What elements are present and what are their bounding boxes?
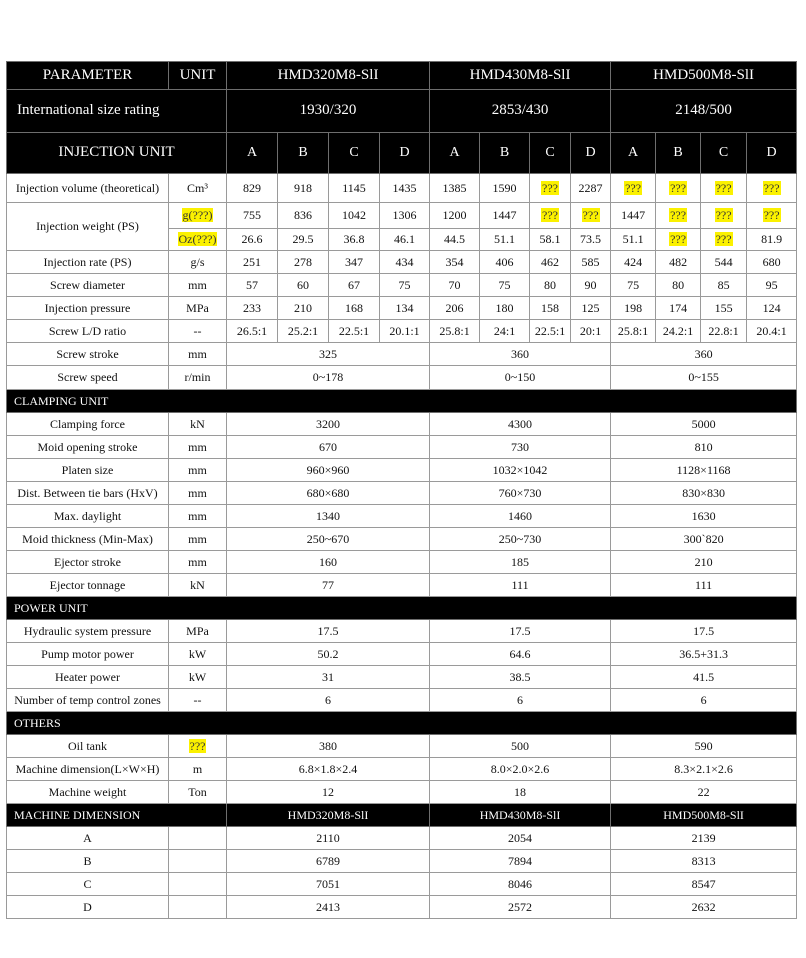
dimension-letter: B	[7, 850, 169, 873]
value-cell: 1590	[480, 174, 530, 203]
unit-cell: mm	[169, 274, 227, 297]
column-letter: D	[380, 133, 430, 174]
unit-cell: Cm³	[169, 174, 227, 203]
value-cell: 75	[380, 274, 430, 297]
value-cell: 233	[227, 297, 278, 320]
value-cell: 6	[227, 689, 430, 712]
value-cell: 1200	[430, 203, 480, 229]
value-cell: 75	[480, 274, 530, 297]
value-cell	[701, 174, 747, 203]
power-unit-row	[7, 620, 797, 643]
empty-unit-cell	[169, 850, 227, 873]
value-cell: 1435	[380, 174, 430, 203]
machine-dimension-model: HMD500M8-SlI	[611, 804, 797, 827]
empty-unit-cell	[169, 873, 227, 896]
value-cell: 5000	[611, 413, 797, 436]
empty-unit-cell	[169, 827, 227, 850]
value-cell: 38.5	[430, 666, 611, 689]
parameter-name: Platen size	[7, 459, 169, 482]
value-cell: 51.1	[611, 229, 656, 251]
column-letter: A	[611, 133, 656, 174]
unit-cell: mm	[169, 343, 227, 366]
value-cell: 1306	[380, 203, 430, 229]
injection-row	[7, 366, 797, 390]
value-cell: 50.2	[227, 643, 430, 666]
machine-dimension-row	[7, 850, 797, 873]
unit-cell	[169, 735, 227, 758]
clamping-unit-row	[7, 528, 797, 551]
parameter-name: Pump motor power	[7, 643, 169, 666]
value-cell: 680×680	[227, 482, 430, 505]
value-cell: 198	[611, 297, 656, 320]
injection-row	[7, 343, 797, 366]
value-cell: 57	[227, 274, 278, 297]
unit-cell: kN	[169, 574, 227, 597]
value-cell: 60	[278, 274, 329, 297]
power-unit-header	[7, 597, 797, 620]
value-cell: 67	[329, 274, 380, 297]
parameter-name: Dist. Between tie bars (HxV)	[7, 482, 169, 505]
value-cell: 64.6	[430, 643, 611, 666]
parameter-name: Moid thickness (Min-Max)	[7, 528, 169, 551]
value-cell: 95	[747, 274, 797, 297]
machine-dimension-row	[7, 827, 797, 850]
clamping-unit-row	[7, 574, 797, 597]
value-cell: 278	[278, 251, 329, 274]
parameter-name: Machine dimension(L×W×H)	[7, 758, 169, 781]
highlighted-value: ???	[715, 232, 732, 247]
unit-cell	[169, 229, 227, 251]
value-cell: 960×960	[227, 459, 430, 482]
value-cell: 22.5:1	[329, 320, 380, 343]
unit-cell: kN	[169, 413, 227, 436]
column-letter: A	[227, 133, 278, 174]
value-cell: 1032×1042	[430, 459, 611, 482]
clamping-unit-row	[7, 482, 797, 505]
value-cell: 380	[227, 735, 430, 758]
machine-dimension-row	[7, 896, 797, 919]
value-cell: 6789	[227, 850, 430, 873]
value-cell: 251	[227, 251, 278, 274]
highlighted-value: ???	[542, 180, 559, 195]
value-cell: 760×730	[430, 482, 611, 505]
others-label: OTHERS	[7, 712, 797, 735]
value-cell: 158	[530, 297, 571, 320]
value-cell: 58.1	[530, 229, 571, 251]
highlighted-value: ???	[670, 208, 687, 223]
clamping-unit-row	[7, 459, 797, 482]
value-cell: 500	[430, 735, 611, 758]
value-cell: 6.8×1.8×2.4	[227, 758, 430, 781]
value-cell: 124	[747, 297, 797, 320]
value-cell	[701, 203, 747, 229]
highlighted-value: ???	[763, 208, 780, 223]
unit-cell: mm	[169, 505, 227, 528]
value-cell: 24:1	[480, 320, 530, 343]
value-cell: 2632	[611, 896, 797, 919]
column-letter: B	[480, 133, 530, 174]
value-cell: 20.1:1	[380, 320, 430, 343]
clamping-unit-row	[7, 436, 797, 459]
parameter-name: Oil tank	[7, 735, 169, 758]
injection-row	[7, 320, 797, 343]
others-row	[7, 758, 797, 781]
empty-unit-cell	[169, 896, 227, 919]
value-cell: 36.8	[329, 229, 380, 251]
parameter-name: Number of temp control zones	[7, 689, 169, 712]
parameter-name: Ejector stroke	[7, 551, 169, 574]
spec-sections-body	[7, 390, 797, 919]
value-cell: 17.5	[430, 620, 611, 643]
parameter-name: Injection rate (PS)	[7, 251, 169, 274]
column-letter: D	[747, 133, 797, 174]
value-cell: 836	[278, 203, 329, 229]
highlighted-value: ???	[715, 180, 732, 195]
parameter-name: Hydraulic system pressure	[7, 620, 169, 643]
parameter-name: Max. daylight	[7, 505, 169, 528]
parameter-name: Injection pressure	[7, 297, 169, 320]
power-unit-row	[7, 689, 797, 712]
value-cell: 80	[530, 274, 571, 297]
value-cell: 0~178	[227, 366, 430, 390]
clamping-unit-header	[7, 390, 797, 413]
parameter-name: Screw L/D ratio	[7, 320, 169, 343]
unit-cell: m	[169, 758, 227, 781]
value-cell: 730	[430, 436, 611, 459]
clamping-unit-row	[7, 505, 797, 528]
value-cell: 80	[656, 274, 701, 297]
injection-row	[7, 297, 797, 320]
unit-cell	[169, 203, 227, 229]
value-cell: 8.3×2.1×2.6	[611, 758, 797, 781]
column-letter: C	[530, 133, 571, 174]
value-cell	[611, 174, 656, 203]
highlighted-value: g(???)	[182, 208, 213, 223]
others-header	[7, 712, 797, 735]
value-cell	[530, 174, 571, 203]
value-cell: 18	[430, 781, 611, 804]
parameter-name: Injection weight (PS)	[7, 203, 169, 251]
highlighted-value: ???	[763, 180, 780, 195]
value-cell: 26.5:1	[227, 320, 278, 343]
parameter-name: Ejector tonnage	[7, 574, 169, 597]
model-header-2: HMD430M8-SlI	[430, 62, 611, 90]
value-cell: 755	[227, 203, 278, 229]
dimension-letter: C	[7, 873, 169, 896]
highlighted-value: ???	[542, 208, 559, 223]
clamping-unit-row	[7, 551, 797, 574]
value-cell: 22	[611, 781, 797, 804]
value-cell: 829	[227, 174, 278, 203]
value-cell: 585	[571, 251, 611, 274]
value-cell: 25.8:1	[611, 320, 656, 343]
value-cell: 810	[611, 436, 797, 459]
value-cell: 90	[571, 274, 611, 297]
value-cell: 168	[329, 297, 380, 320]
value-cell: 2287	[571, 174, 611, 203]
value-cell: 51.1	[480, 229, 530, 251]
value-cell: 185	[430, 551, 611, 574]
value-cell: 2139	[611, 827, 797, 850]
value-cell: 77	[227, 574, 430, 597]
value-cell	[701, 229, 747, 251]
value-cell: 1447	[480, 203, 530, 229]
size-rating-label: International size rating	[7, 90, 227, 133]
value-cell: 4300	[430, 413, 611, 436]
power-unit-row	[7, 643, 797, 666]
value-cell: 206	[430, 297, 480, 320]
value-cell: 81.9	[747, 229, 797, 251]
others-row	[7, 735, 797, 758]
column-letter: C	[329, 133, 380, 174]
value-cell: 6	[611, 689, 797, 712]
value-cell	[656, 229, 701, 251]
parameter-name: Heater power	[7, 666, 169, 689]
value-cell: 2572	[430, 896, 611, 919]
value-cell: 680	[747, 251, 797, 274]
injection-row	[7, 203, 797, 229]
value-cell: 424	[611, 251, 656, 274]
size-rating-row	[7, 90, 797, 133]
value-cell: 24.2:1	[656, 320, 701, 343]
unit-cell: mm	[169, 528, 227, 551]
highlighted-value: ???	[670, 180, 687, 195]
highlighted-value: ???	[715, 208, 732, 223]
value-cell: 0~150	[430, 366, 611, 390]
value-cell: 174	[656, 297, 701, 320]
highlighted-value: ???	[582, 208, 599, 223]
value-cell: 70	[430, 274, 480, 297]
value-cell: 26.6	[227, 229, 278, 251]
value-cell: 85	[701, 274, 747, 297]
parameter-name: Machine weight	[7, 781, 169, 804]
value-cell: 29.5	[278, 229, 329, 251]
value-cell: 25.8:1	[430, 320, 480, 343]
column-letter: B	[278, 133, 329, 174]
injection-row	[7, 274, 797, 297]
value-cell	[747, 203, 797, 229]
value-cell: 8046	[430, 873, 611, 896]
highlighted-value: ???	[625, 180, 642, 195]
value-cell: 1630	[611, 505, 797, 528]
value-cell: 2054	[430, 827, 611, 850]
highlighted-value: ???	[670, 232, 687, 247]
unit-header: UNIT	[169, 62, 227, 90]
value-cell: 41.5	[611, 666, 797, 689]
value-cell: 210	[611, 551, 797, 574]
value-cell: 325	[227, 343, 430, 366]
value-cell: 670	[227, 436, 430, 459]
machine-dimension-model: HMD430M8-SlI	[430, 804, 611, 827]
value-cell: 918	[278, 174, 329, 203]
value-cell: 830×830	[611, 482, 797, 505]
value-cell: 20:1	[571, 320, 611, 343]
highlighted-value: ???	[189, 738, 206, 753]
machine-dimension-label: MACHINE DIMENSION	[7, 804, 227, 827]
value-cell: 360	[611, 343, 797, 366]
value-cell: 20.4:1	[747, 320, 797, 343]
value-cell: 544	[701, 251, 747, 274]
unit-cell: g/s	[169, 251, 227, 274]
value-cell: 2413	[227, 896, 430, 919]
value-cell: 406	[480, 251, 530, 274]
machine-dimension-model: HMD320M8-SlI	[227, 804, 430, 827]
unit-cell: --	[169, 320, 227, 343]
unit-cell: Ton	[169, 781, 227, 804]
value-cell: 210	[278, 297, 329, 320]
value-cell	[571, 203, 611, 229]
unit-cell: r/min	[169, 366, 227, 390]
parameter-name: Clamping force	[7, 413, 169, 436]
highlighted-value: Oz(???)	[178, 232, 217, 247]
value-cell: 354	[430, 251, 480, 274]
spec-table	[6, 61, 797, 919]
parameter-name: Injection volume (theoretical)	[7, 174, 169, 203]
value-cell: 17.5	[227, 620, 430, 643]
value-cell	[747, 174, 797, 203]
value-cell	[656, 203, 701, 229]
value-cell: 1460	[430, 505, 611, 528]
unit-cell: mm	[169, 482, 227, 505]
value-cell: 347	[329, 251, 380, 274]
value-cell: 134	[380, 297, 430, 320]
parameter-name: Screw diameter	[7, 274, 169, 297]
value-cell: 160	[227, 551, 430, 574]
dimension-letter: D	[7, 896, 169, 919]
clamping-unit-row	[7, 413, 797, 436]
injection-row	[7, 174, 797, 203]
unit-cell: mm	[169, 459, 227, 482]
value-cell: 6	[430, 689, 611, 712]
value-cell: 1128×1168	[611, 459, 797, 482]
unit-cell: mm	[169, 436, 227, 459]
value-cell: 8313	[611, 850, 797, 873]
header-row	[7, 62, 797, 90]
value-cell: 22.8:1	[701, 320, 747, 343]
value-cell: 111	[430, 574, 611, 597]
column-letter: A	[430, 133, 480, 174]
model-header-1: HMD320M8-SlI	[227, 62, 430, 90]
unit-cell: MPa	[169, 297, 227, 320]
unit-cell: mm	[169, 551, 227, 574]
machine-dimension-row	[7, 873, 797, 896]
injection-unit-row	[7, 133, 797, 174]
value-cell: 7894	[430, 850, 611, 873]
value-cell: 250~730	[430, 528, 611, 551]
unit-cell: --	[169, 689, 227, 712]
value-cell: 8547	[611, 873, 797, 896]
value-cell: 75	[611, 274, 656, 297]
value-cell: 25.2:1	[278, 320, 329, 343]
dimension-letter: A	[7, 827, 169, 850]
value-cell: 590	[611, 735, 797, 758]
value-cell: 250~670	[227, 528, 430, 551]
value-cell: 7051	[227, 873, 430, 896]
unit-cell: MPa	[169, 620, 227, 643]
value-cell: 31	[227, 666, 430, 689]
value-cell: 462	[530, 251, 571, 274]
power-unit-label: POWER UNIT	[7, 597, 797, 620]
value-cell: 1340	[227, 505, 430, 528]
value-cell: 46.1	[380, 229, 430, 251]
value-cell: 1145	[329, 174, 380, 203]
injection-unit-body	[7, 174, 797, 390]
model-header-3: HMD500M8-SlI	[611, 62, 797, 90]
value-cell: 8.0×2.0×2.6	[430, 758, 611, 781]
value-cell: 155	[701, 297, 747, 320]
value-cell: 434	[380, 251, 430, 274]
value-cell: 3200	[227, 413, 430, 436]
size-rating-1: 1930/320	[227, 90, 430, 133]
value-cell: 22.5:1	[530, 320, 571, 343]
power-unit-row	[7, 666, 797, 689]
value-cell: 180	[480, 297, 530, 320]
value-cell	[530, 203, 571, 229]
size-rating-3: 2148/500	[611, 90, 797, 133]
value-cell: 12	[227, 781, 430, 804]
value-cell: 482	[656, 251, 701, 274]
column-letter: B	[656, 133, 701, 174]
parameter-header: PARAMETER	[7, 62, 169, 90]
column-letter: D	[571, 133, 611, 174]
value-cell: 17.5	[611, 620, 797, 643]
value-cell	[656, 174, 701, 203]
value-cell: 360	[430, 343, 611, 366]
clamping-unit-label: CLAMPING UNIT	[7, 390, 797, 413]
value-cell: 36.5+31.3	[611, 643, 797, 666]
value-cell: 44.5	[430, 229, 480, 251]
value-cell: 0~155	[611, 366, 797, 390]
injection-unit-label: INJECTION UNIT	[7, 133, 227, 174]
size-rating-2: 2853/430	[430, 90, 611, 133]
unit-cell: kW	[169, 643, 227, 666]
value-cell: 1385	[430, 174, 480, 203]
value-cell: 1447	[611, 203, 656, 229]
value-cell: 125	[571, 297, 611, 320]
parameter-name: Screw stroke	[7, 343, 169, 366]
value-cell: 2110	[227, 827, 430, 850]
others-row	[7, 781, 797, 804]
parameter-name: Moid opening stroke	[7, 436, 169, 459]
unit-cell: kW	[169, 666, 227, 689]
parameter-name: Screw speed	[7, 366, 169, 390]
value-cell: 73.5	[571, 229, 611, 251]
value-cell: 111	[611, 574, 797, 597]
injection-row	[7, 251, 797, 274]
column-letter: C	[701, 133, 747, 174]
value-cell: 1042	[329, 203, 380, 229]
value-cell: 300`820	[611, 528, 797, 551]
machine-dimension-header	[7, 804, 797, 827]
